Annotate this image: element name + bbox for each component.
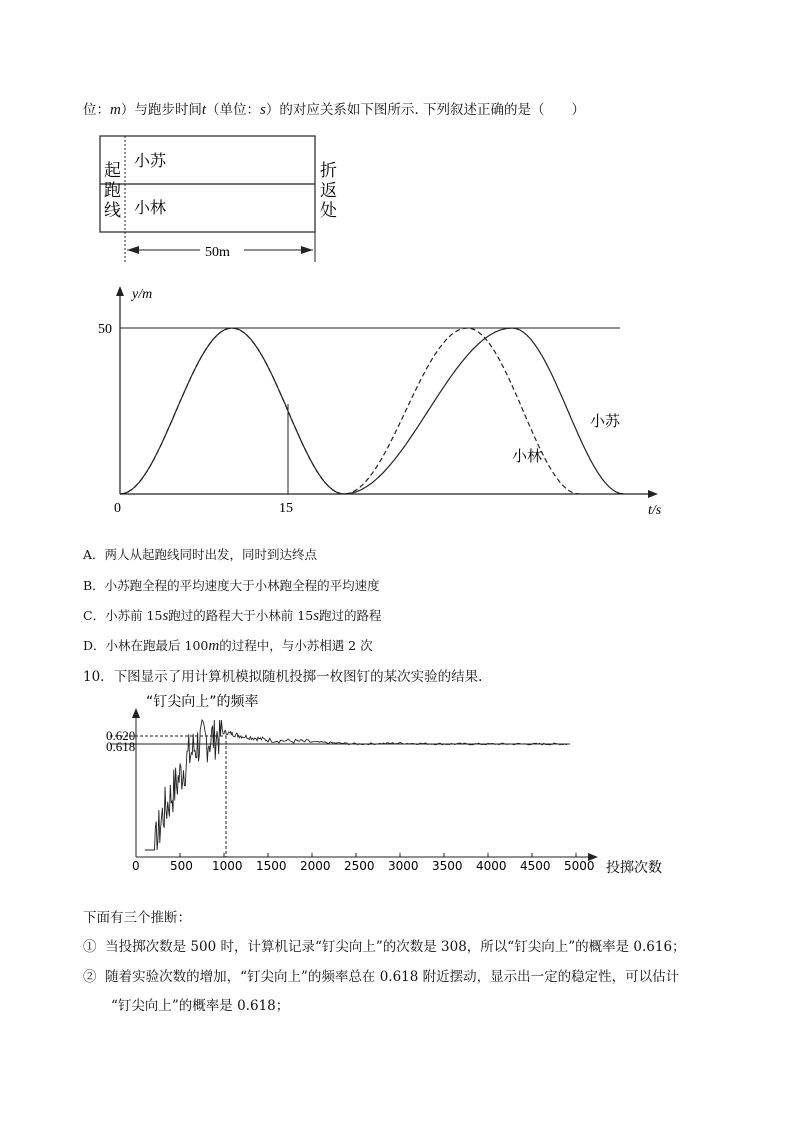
inference-2-text: 随着实验次数的增加，“钉尖向上”的频率总在 0.618 附近摆动，显示出一定的稳定性，可以估计 xyxy=(105,969,680,985)
option-c-part-3: 跑过的路程 xyxy=(319,608,382,623)
option-c-part-2: 跑过的路程大于小林前 15 xyxy=(168,608,314,623)
option-d-unit-m: m xyxy=(208,638,220,654)
option-c-unit-s-2: s xyxy=(313,608,320,624)
option-d-part-2: 的过程中，与小苏相遇 2 次 xyxy=(219,638,373,653)
g2-y-arrow xyxy=(132,708,140,718)
g2-x-label-0: 0 xyxy=(132,859,140,873)
intro-part-2: ）与跑步时间 xyxy=(120,102,202,118)
g2-x-label-4000: 4000 xyxy=(476,859,507,873)
inferences-heading: 下面有三个推断： xyxy=(83,910,191,926)
g2-x-ticks xyxy=(136,853,576,857)
inference-2 xyxy=(83,965,679,985)
g2-x-label-1000: 1000 xyxy=(212,859,243,873)
option-b: B．小苏跑全程的平均速度大于小林跑全程的平均速度 xyxy=(83,578,380,593)
inference-2-continued: “钉尖向上”的概率是 0.618； xyxy=(111,998,290,1014)
g2-x-label-3500: 3500 xyxy=(432,859,463,873)
unit-s: s xyxy=(260,102,266,118)
g2-y-label-0620: 0.620 xyxy=(106,728,136,743)
inference-2-mark: ② xyxy=(83,969,97,985)
g1-y-axis-label: y/m xyxy=(132,287,153,302)
option-c-part-1: C．小苏前 15 xyxy=(83,608,163,623)
inference-1-text: 当投掷次数是 500 时，计算机记录“钉尖向上”的次数是 308，所以“钉尖向上”的概率是 0.616； xyxy=(105,939,686,955)
g2-title: “钉尖向上”的频率 xyxy=(146,694,259,710)
var-t: t xyxy=(201,102,207,118)
g2-x-axis-label: 投掷次数 xyxy=(606,860,662,876)
start-label-1: 起 xyxy=(104,161,121,181)
g1-label-lin: 小林 xyxy=(512,447,543,465)
start-label-2: 跑 xyxy=(104,181,121,201)
g2-x-label-4500: 4500 xyxy=(520,859,551,873)
g2-y-label-0618: 0.618 xyxy=(106,739,136,754)
g2-x-label-2500: 2500 xyxy=(344,859,375,873)
distance-label: 50m xyxy=(205,245,230,260)
option-a: A．两人从起跑线同时出发，同时到达终点 xyxy=(83,547,318,562)
unit-m: m xyxy=(110,102,121,118)
g1-x-tick-15: 15 xyxy=(279,501,293,516)
intro-part-4: ）的对应关系如下图所示. 下列叙述正确的是（ ） xyxy=(265,102,585,118)
option-d-part-1: D．小林在跑最后 100 xyxy=(83,638,209,653)
turn-label-3: 处 xyxy=(320,201,337,221)
g2-x-label-500: 500 xyxy=(170,859,193,873)
g2-x-label-3000: 3000 xyxy=(388,859,419,873)
turn-label-2: 返 xyxy=(320,181,337,201)
inference-1 xyxy=(83,935,686,955)
runner-lin-label: 小林 xyxy=(134,198,167,217)
g2-frequency-series xyxy=(145,720,567,850)
g2-x-label-5000: 5000 xyxy=(564,859,595,873)
g1-y-tick-50: 50 xyxy=(98,322,112,337)
intro-part-1: 位： xyxy=(83,102,110,118)
g1-origin: 0 xyxy=(114,501,121,516)
option-c-unit-s-1: s xyxy=(162,608,169,624)
turn-label-1: 折 xyxy=(320,161,337,181)
g1-label-su: 小苏 xyxy=(590,412,621,430)
inference-1-mark: ① xyxy=(83,939,97,955)
g2-x-label-1500: 1500 xyxy=(256,859,287,873)
intro-part-3: （单位： xyxy=(206,102,261,118)
question-10-stem: 10．下图显示了用计算机模拟随机投掷一枚图钉的某次实验的结果. xyxy=(83,669,483,685)
start-label-3: 线 xyxy=(104,201,121,221)
g1-x-axis-label: t/s xyxy=(648,503,662,518)
runner-su-label: 小苏 xyxy=(134,151,167,170)
g2-x-label-2000: 2000 xyxy=(300,859,331,873)
